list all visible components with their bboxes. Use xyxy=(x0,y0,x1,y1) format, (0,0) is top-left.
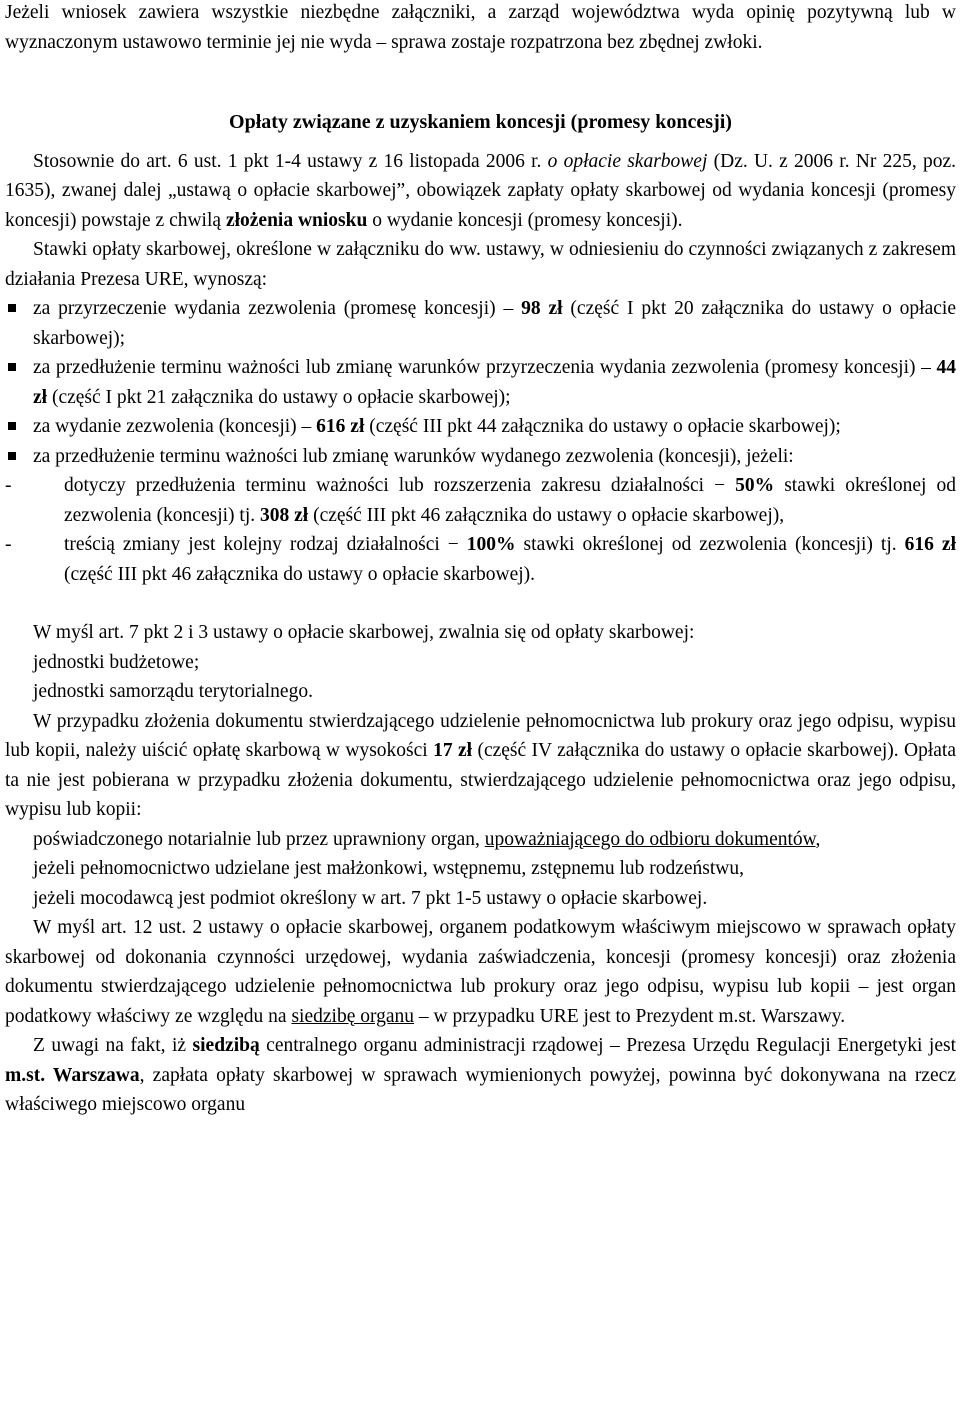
underlined-phrase: upoważniającego do odbioru dokumentów xyxy=(484,828,816,850)
proxy-item: jeżeli mocodawcą jest podmiot określony w art. 7 pkt 1-5 ustawy o opłacie skarbowej. xyxy=(33,887,708,909)
fee-obligation-paragraph: Stosownie do art. 6 ust. 1 pkt 1-4 ustawy z 16 listopada 2006 r. o opłacie skarbowej (Dz. U. z 2006 r. Nr 225, poz. 1635), zwanej dalej „ustawą o opłacie skarbowej”, obowiązek zapłaty opłaty skarbowej od wydania koncesji (promesy koncesji) powstaje z chwilą złożenia wniosku o wydanie koncesji (promesy koncesji). xyxy=(5,150,956,231)
payment-paragraph: Z uwagi na fakt, iż siedzibą centralnego organu administracji rządowej – Prezesa Urzędu Regulacji Energetyki jest m.st. Warszawa, zapłata opłaty skarbowej w sprawach wymienionych powyżej, powinna być dokonywana na rzecz właściwego miejscowo organu xyxy=(5,1035,956,1115)
section-heading: Opłaty związane z uzyskaniem koncesji (promesy koncesji) xyxy=(229,111,732,133)
rate-amount: 44 zł xyxy=(33,357,956,408)
rate-amount: 98 zł xyxy=(521,298,563,319)
exemption-item: jednostki samorządu terytorialnego. xyxy=(33,681,313,702)
underlined-phrase: siedzibę organu xyxy=(291,1005,415,1027)
proxy-item: jeżeli pełnomocnictwo udzielane jest małżonkowi, wstępnemu, zstępnemu lub rodzeństwu, xyxy=(33,858,745,879)
dash-marker: - xyxy=(5,534,12,555)
rates-intro: Stawki opłaty skarbowej, określone w załączniku do ww. ustawy, w odniesieniu do czynności związanych z zakresem działania Prezesa URE, wynoszą: xyxy=(5,239,956,290)
rate-amount: 308 zł xyxy=(260,504,309,526)
proxy-amount: 17 zł xyxy=(433,740,473,761)
bold-phrase: m.st. Warszawa xyxy=(5,1064,140,1086)
exemption-intro: W myśl art. 7 pkt 2 i 3 ustawy o opłacie skarbowej, zwalnia się od opłaty skarbowej: xyxy=(33,622,695,643)
proxy-paragraph: W przypadku złożenia dokumentu stwierdzającego udzielenie pełnomocnictwa lub prokury oraz jego odpisu, wypisu lub kopii, należy uiścić opłatę skarbową w wysokości 17 zł (część IV załącznika do ustawy o opłacie skarbowej). Opłata ta nie jest pobierana w przypadku złożenia dokumentu, stwierdzającego udzielenie pełnomocnictwa oraz jego odpisu, wypisu lub kopii: xyxy=(5,710,957,820)
rate-item-license-extension: za przedłużenie terminu ważności lub zmianę warunków wydanego zezwolenia (koncesji), jeżeli: xyxy=(5,442,956,472)
rate-amount: 616 zł xyxy=(904,534,956,555)
exemption-item: jednostki budżetowe; xyxy=(33,651,200,673)
dash-marker: - xyxy=(5,475,12,496)
rate-item-license: za wydanie zezwolenia (koncesji) – 616 zł (część III pkt 44 załącznika do ustawy o opłacie skarbowej); xyxy=(5,412,956,442)
bold-phrase: siedzibą xyxy=(192,1035,260,1056)
filing-emphasis: złożenia wniosku xyxy=(225,209,368,231)
act-title: o opłacie skarbowej xyxy=(547,150,708,172)
proxy-item: poświadczonego notarialnie lub przez uprawniony organ, upoważniającego do odbioru dokumentów, xyxy=(33,828,821,850)
rate-item-promise: za przyrzeczenie wydania zezwolenia (promesę koncesji) – 98 zł (część I pkt 20 załącznika do ustawy o opłacie skarbowej); xyxy=(5,294,956,353)
intro-paragraph: Jeżeli wniosek zawiera wszystkie niezbędne załączniki, a zarząd województwa wyda opinię pozytywną lub w wyznaczonym ustawowo terminie jej nie wyda – sprawa zostaje rozpatrzona bez zbędnej zwłoki. xyxy=(5,2,956,53)
document-page xyxy=(5,0,956,1120)
rate-subitem-extension: - dotyczy przedłużenia terminu ważności lub rozszerzenia zakresu działalności − 50% stawki określonej od zezwolenia (koncesji) tj. 308 zł (część III pkt 46 załącznika do ustawy o opłacie skarbowej), xyxy=(5,471,956,530)
rate-subitem-new-activity: - treścią zmiany jest kolejny rodzaj działalności − 100% stawki określonej od zezwolenia (koncesji) tj. 616 zł (część III pkt 46 załącznika do ustawy o opłacie skarbowej). xyxy=(5,530,956,589)
rate-percent: 100% xyxy=(466,534,516,555)
tax-organ-paragraph: W myśl art. 12 ust. 2 ustawy o opłacie skarbowej, organem podatkowym właściwym miejscowo w sprawach opłaty skarbowej od dokonania czynności urzędowej, wydania zaświadczenia, koncesji (promesy koncesji) oraz złożenia dokumentu stwierdzającego udzielenie pełnomocnictwa lub prokury oraz jego odpisu, wypisu lub kopii – jest organ podatkowy właściwy ze względu na siedzibę organu – w przypadku URE jest to Prezydent m.st. Warszawy. xyxy=(5,917,956,1027)
spacer xyxy=(5,589,956,618)
rate-item-promise-extension: za przedłużenie terminu ważności lub zmianę warunków przyrzeczenia wydania zezwolenia (promesy koncesji) – 44 zł (część I pkt 21 załącznika do ustawy o opłacie skarbowej); xyxy=(5,353,956,412)
rate-amount: 616 zł xyxy=(316,416,365,437)
rate-percent: 50% xyxy=(735,475,775,496)
